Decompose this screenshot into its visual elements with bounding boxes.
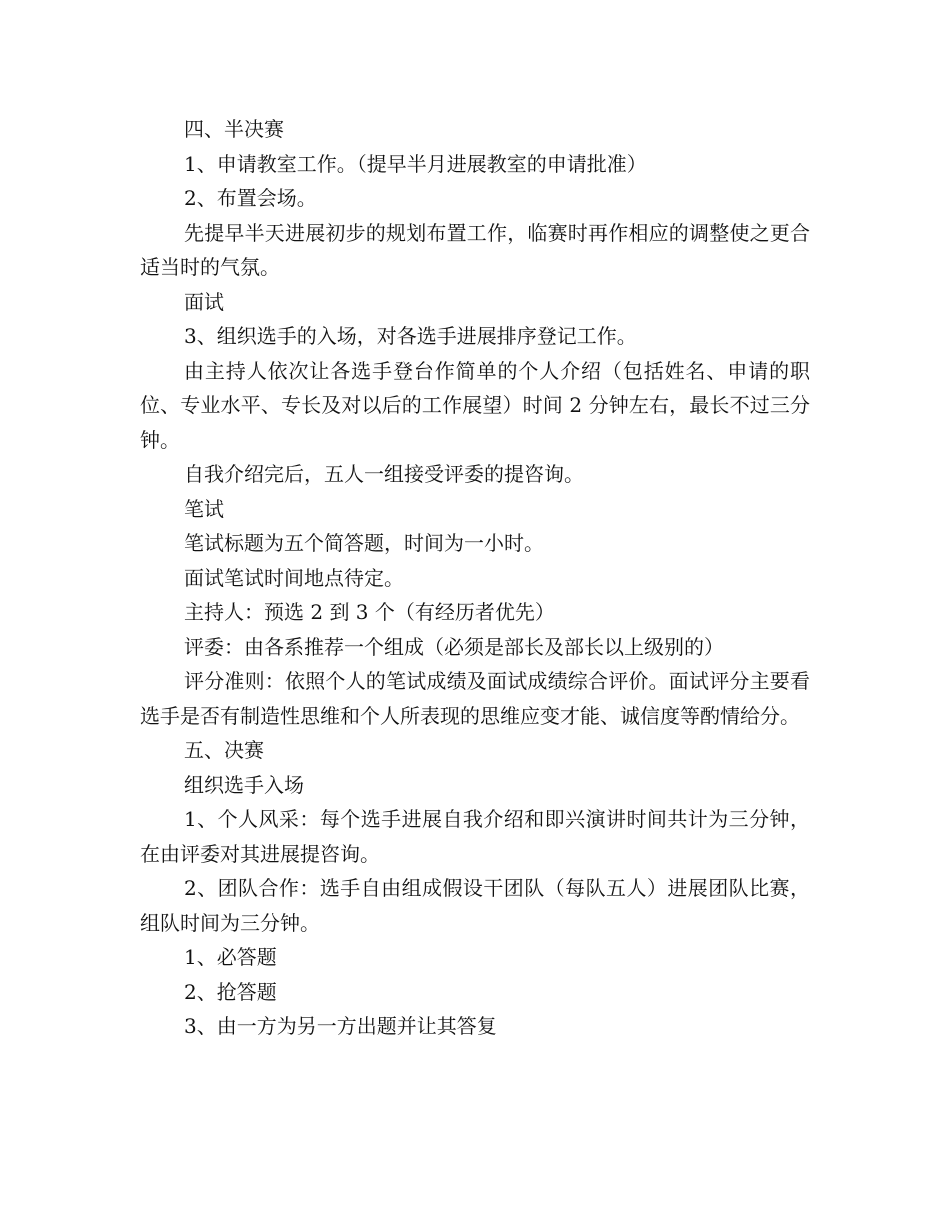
item-team-cooperation: 2、团队合作：选手自由组成假设干团队（每队五人）进展团队比赛，组队时间为三分钟。 [140, 876, 810, 935]
item-cross-questioning: 3、由一方为另一方出题并让其答复 [184, 1014, 497, 1038]
item-required-questions: 1、必答题 [184, 945, 277, 969]
subheading-interview: 面试 [184, 289, 224, 314]
paragraph-scoring-criteria: 评分准则：依照个人的笔试成绩及面试成绩综合评价。面试评分主要看选手是否有制造性思维和个人所表现的思维应变才能、诚信度等酌情给分。 [140, 669, 810, 728]
section-heading-final: 五、决赛 [184, 738, 264, 762]
item-arrange-venue: 2、布置会场。 [184, 186, 317, 210]
section-heading-semifinal: 四、半决赛 [184, 117, 284, 141]
paragraph-venue-setup: 先提早半天进展初步的规划布置工作，临赛时再作相应的调整使之更合适当时的气氛。 [140, 220, 810, 279]
paragraph-judges: 评委：由各系推荐一个组成（必须是部长及部长以上级别的） [184, 634, 724, 659]
item-apply-classroom: 1、申请教室工作。（提早半月进展教室的申请批准） [184, 151, 647, 176]
item-organize-entry: 3、组织选手的入场，对各选手进展排序登记工作。 [184, 324, 637, 348]
document-body [140, 112, 810, 1044]
item-personal-style: 1、个人风采：每个选手进展自我介绍和即兴演讲时间共计为三分钟，在由评委对其进展提咨询。 [140, 807, 810, 866]
paragraph-questioning: 自我介绍完后，五人一组接受评委的提咨询。 [184, 462, 584, 486]
paragraph-self-introduction: 由主持人依次让各选手登台作简单的个人介绍（包括姓名、申请的职位、专业水平、专长及对以后的工作展望）时间 2 分钟左右，最长不过三分钟。 [140, 358, 810, 452]
paragraph-time-location: 面试笔试时间地点待定。 [184, 565, 404, 590]
item-quick-answer: 2、抢答题 [184, 979, 277, 1004]
paragraph-host: 主持人：预选 2 到 3 个（有经历者优先） [184, 600, 555, 624]
paragraph-written-test-format: 笔试标题为五个简答题，时间为一小时。 [184, 531, 544, 555]
paragraph-final-entry: 组织选手入场 [184, 772, 304, 797]
subheading-written-test: 笔试 [184, 496, 224, 521]
